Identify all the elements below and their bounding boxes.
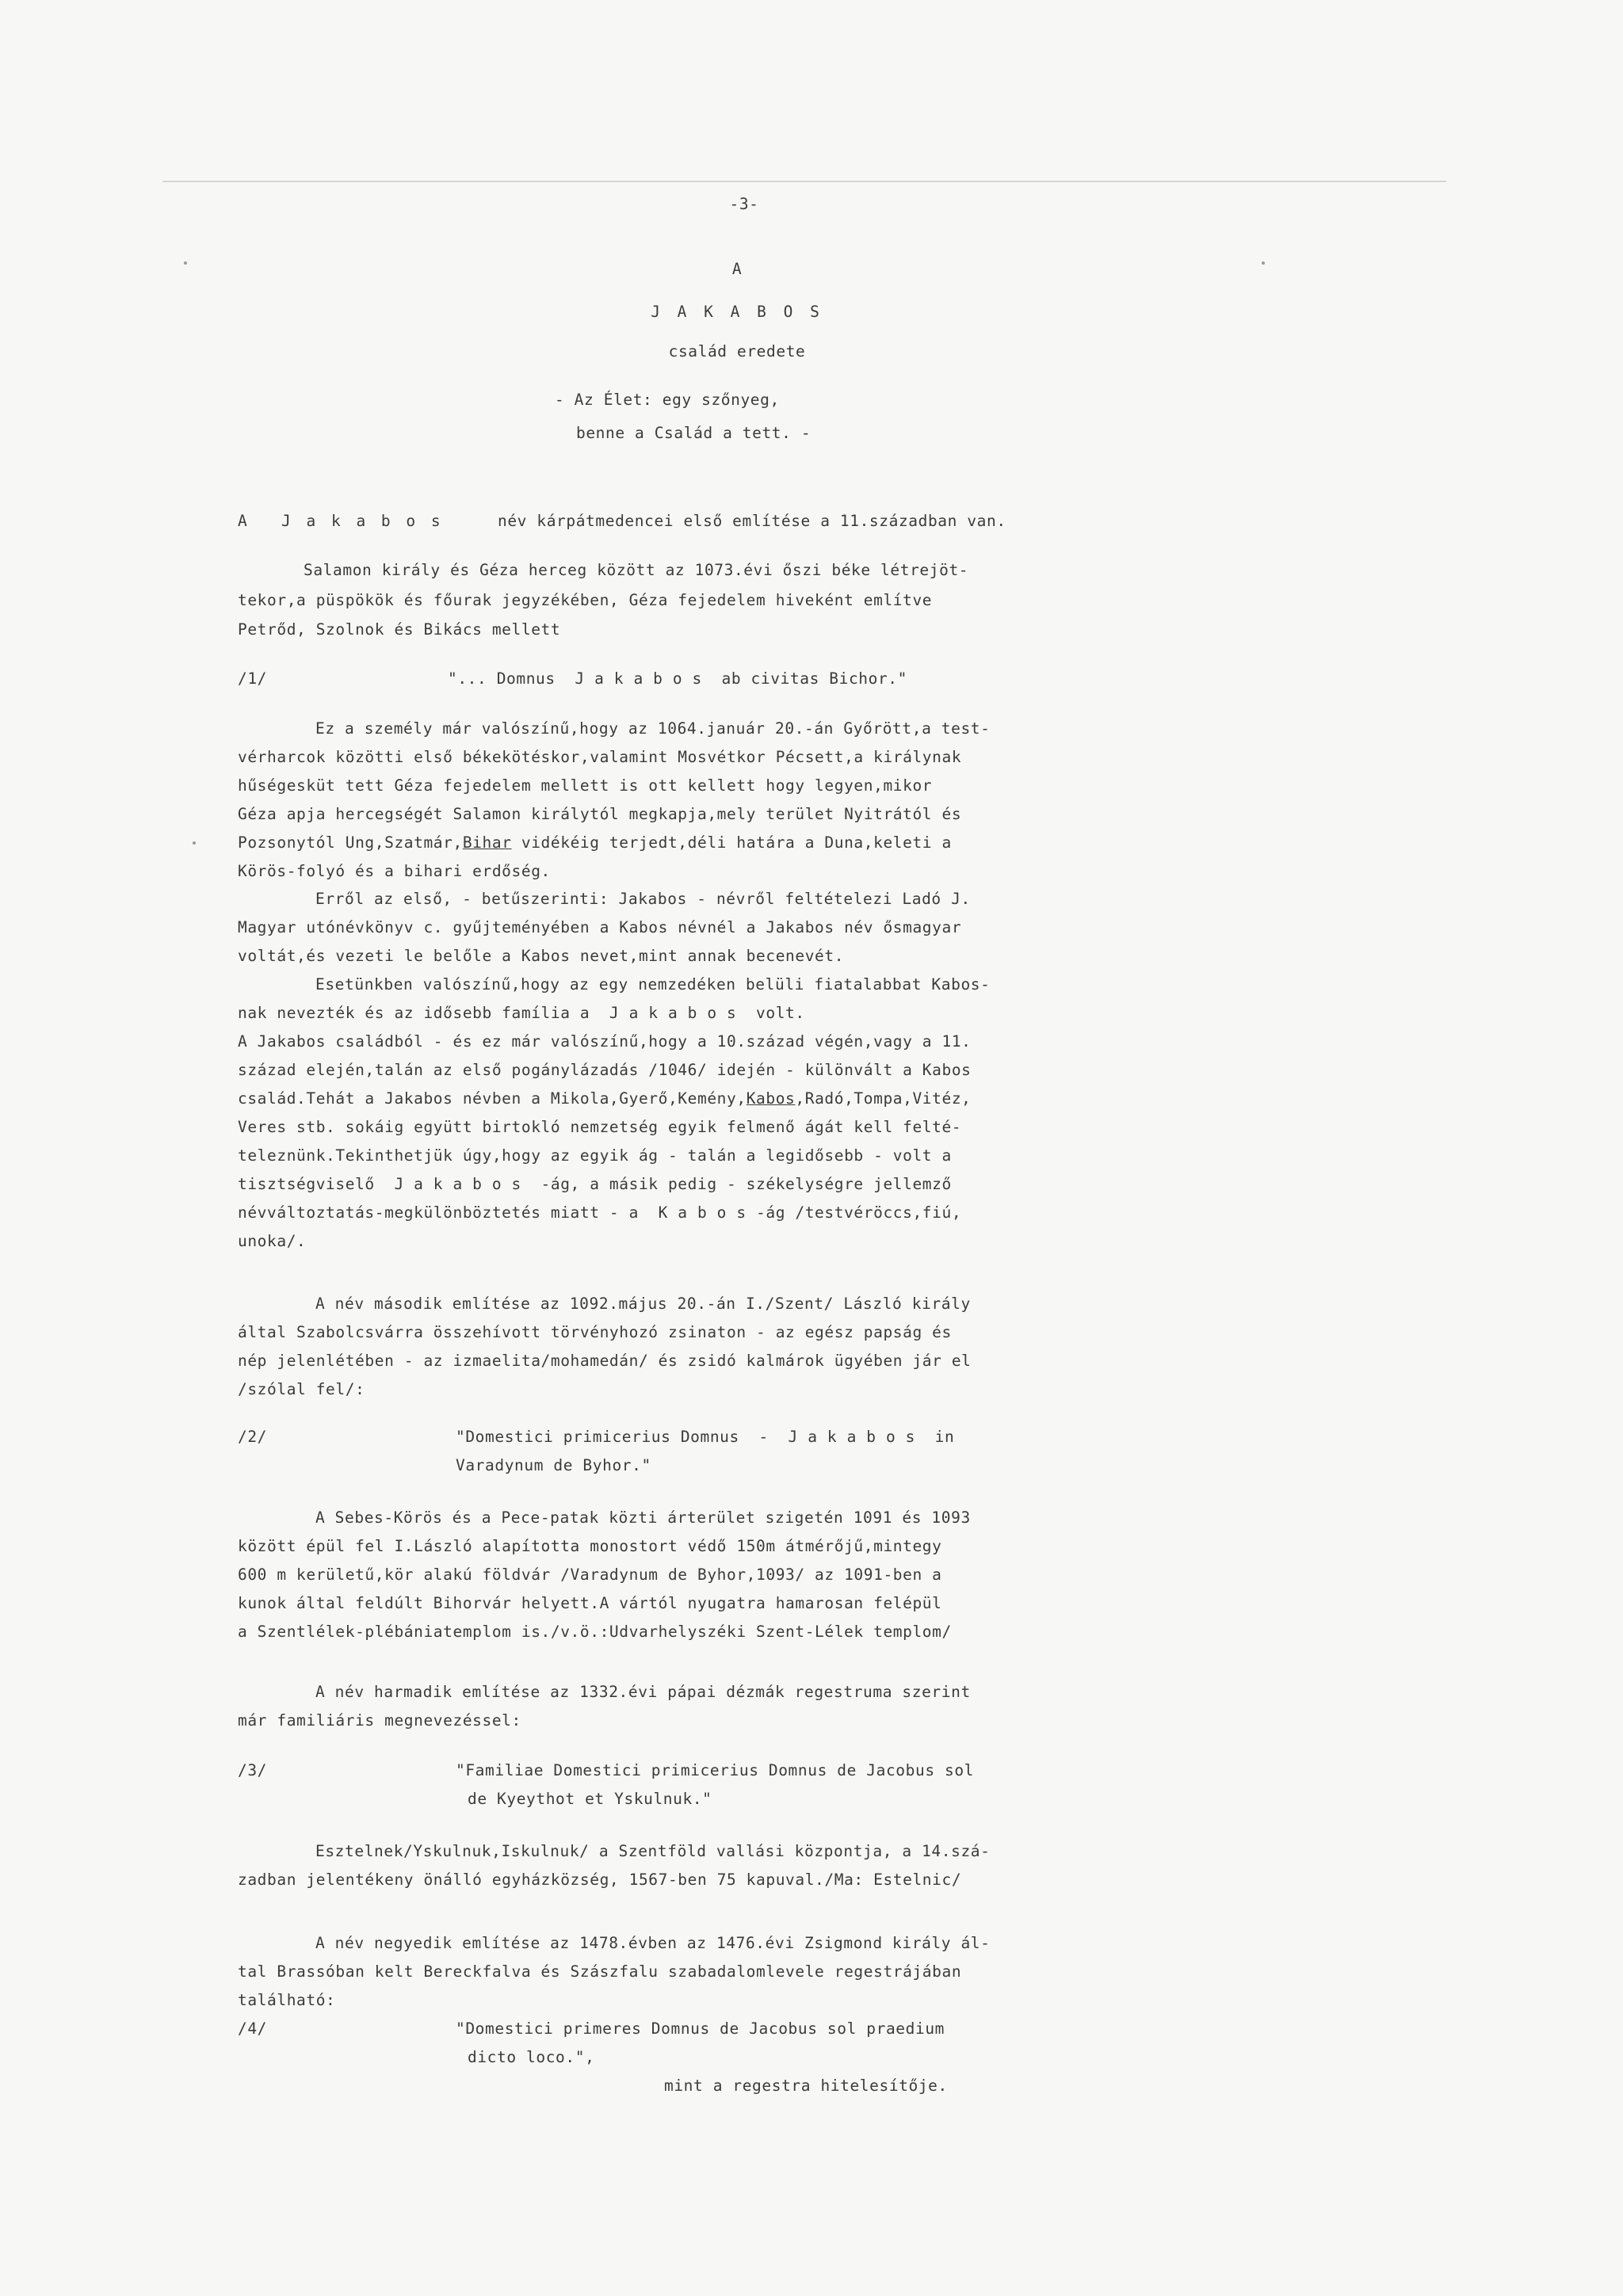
text-line: Petrőd, Szolnok és Bikács mellett (238, 620, 561, 639)
page-number: -3- (729, 195, 759, 213)
text-line: Magyar utónévkönyv c. gyűjteményében a Kabos névnél a Jakabos név ősmagyar (238, 918, 962, 936)
citation-text: "Domestici primeres Domnus de Jacobus sol praedium (456, 2019, 945, 2038)
citation-text: Varadynum de Byhor." (456, 1456, 651, 1474)
text-line: Veres stb. sokáig együtt birtokló nemzetség egyik felmenő ágát kell felté- (238, 1118, 962, 1136)
text-line: Esetünkben valószínű,hogy az egy nemzedéken belüli fiatalabbat Kabos- (315, 975, 991, 994)
citation-text: "Domestici primicerius Domnus - J a k a b o s in (456, 1428, 955, 1446)
page-edge-line (162, 181, 1446, 182)
text-line: család.Tehát a Jakabos névben a Mikola,Gyerő,Kemény,Kabos,Radó,Tompa,Vitéz, (238, 1089, 972, 1108)
scan-speck (1262, 261, 1265, 265)
text-line: Salamon király és Géza herceg között az 1073.évi őszi béke létrejöt- (304, 561, 969, 579)
text-line: nak nevezték és az idősebb família a J a k a b o s volt. (238, 1004, 805, 1022)
text-line: található: (238, 1991, 336, 2009)
motto-line-2: benne a Család a tett. - (576, 424, 812, 442)
text-line: már familiáris megnevezéssel: (238, 1711, 521, 1730)
text-line: vérharcok közötti első békekötéskor,valamint Mosvétkor Pécsett,a királynak (238, 748, 962, 766)
text-line: a Szentlélek-plébániatemplom is./v.ö.:Udvarhelyszéki Szent-Lélek templom/ (238, 1623, 952, 1641)
citation-text: mint a regestra hitelesítője. (664, 2077, 948, 2095)
text-line: nép jelenlétében - az izmaelita/mohamedán/ és zsidó kalmárok ügyében jár el (238, 1352, 972, 1370)
text-line: kunok által feldúlt Bihorvár helyett.A vártól nyugatra hamarosan felépül (238, 1594, 942, 1612)
text-line: A név harmadik említése az 1332.évi pápai dézmák regestruma szerint (315, 1683, 971, 1701)
text-line: század elején,talán az első pogánylázadás /1046/ idején - különvált a Kabos (238, 1061, 972, 1079)
text-line: Körös-folyó és a bihari erdőség. (238, 862, 551, 880)
citation-text: de Kyeythot et Yskulnuk." (468, 1790, 712, 1808)
text-line: Pozsonytól Ung,Szatmár,Bihar vidékéig terjedt,déli határa a Duna,keleti a (238, 833, 952, 852)
text-line: által Szabolcsvárra összehívott törvényhozó zsinaton - az egész papság és (238, 1323, 952, 1341)
motto-line-1: - Az Élet: egy szőnyeg, (555, 391, 790, 409)
citation-text: dicto loco.", (468, 2048, 595, 2066)
text-line: Erről az első, - betűszerinti: Jakabos - névről feltételezi Ladó J. (315, 890, 971, 908)
text-line: A Jakabos családból - és ez már valószínű,hogy a 10.század végén,vagy a 11. (238, 1032, 972, 1051)
heading-subtitle: család eredete (668, 342, 806, 360)
text-line: unoka/. (238, 1232, 307, 1250)
intro-article: A (238, 512, 248, 530)
text-line: A név második említése az 1092.május 20.-án I./Szent/ László király (315, 1295, 971, 1313)
heading-family-name: J A K A B O S (651, 303, 823, 321)
scan-speck (193, 841, 196, 845)
text-line: hűségesküt tett Géza fejedelem mellett is ott kellett hogy legyen,mikor (238, 776, 933, 795)
underlined-word: Bihar (462, 833, 512, 852)
underlined-word: Kabos (746, 1089, 796, 1108)
text-line: névváltoztatás-megkülönböztetés miatt - a K a b o s -ág /testvéröccs,fiú, (238, 1203, 962, 1222)
intro-text: név kárpátmedencei első említése a 11.században van. (498, 512, 1006, 530)
citation-number: /3/ (238, 1761, 268, 1779)
citation-number: /4/ (238, 2019, 268, 2038)
text-line: zadban jelentékeny önálló egyházközség, 1567-ben 75 kapuval./Ma: Estelnic/ (238, 1871, 962, 1889)
scan-speck (184, 261, 187, 265)
text-line: A név negyedik említése az 1478.évben az 1476.évi Zsigmond király ál- (315, 1934, 991, 1952)
text-line: tal Brassóban kelt Bereckfalva és Szászfalu szabadalomlevele regestrájában (238, 1962, 962, 1981)
citation-number: /1/ (238, 669, 268, 688)
text-line: Géza apja hercegségét Salamon királytól megkapja,mely terület Nyitrától és (238, 805, 962, 823)
text-line: tisztségviselő J a k a b o s -ág, a másik pedig - székelységre jellemző (238, 1175, 952, 1193)
text-line: teleznünk.Tekinthetjük úgy,hogy az egyik ág - talán a legidősebb - volt a (238, 1146, 952, 1165)
text-line: tekor,a püspökök és főurak jegyzékében, Géza fejedelem hiveként említve (238, 591, 933, 609)
citation-text: "... Domnus J a k a b o s ab civitas Bichor." (448, 669, 907, 688)
intro-family-name: J a k a b o s (281, 512, 444, 530)
heading-article: A (731, 260, 743, 278)
text-line: /szólal fel/: (238, 1380, 365, 1398)
text-line: Esztelnek/Yskulnuk,Iskulnuk/ a Szentföld vallási központja, a 14.szá- (315, 1842, 991, 1860)
text-line: voltát,és vezeti le belőle a Kabos nevet,mint annak becenevét. (238, 947, 845, 965)
text-line: Ez a személy már valószínű,hogy az 1064.január 20.-án Győrött,a test- (315, 719, 991, 738)
citation-text: "Familiae Domestici primicerius Domnus de Jacobus sol (456, 1761, 975, 1779)
citation-number: /2/ (238, 1428, 268, 1446)
text-line: között épül fel I.László alapította monostort védő 150m átmérőjű,mintegy (238, 1537, 942, 1555)
text-line: 600 m kerületű,kör alakú földvár /Varadynum de Byhor,1093/ az 1091-ben a (238, 1566, 942, 1584)
text-line: A Sebes-Körös és a Pece-patak közti árterület szigetén 1091 és 1093 (315, 1508, 971, 1527)
